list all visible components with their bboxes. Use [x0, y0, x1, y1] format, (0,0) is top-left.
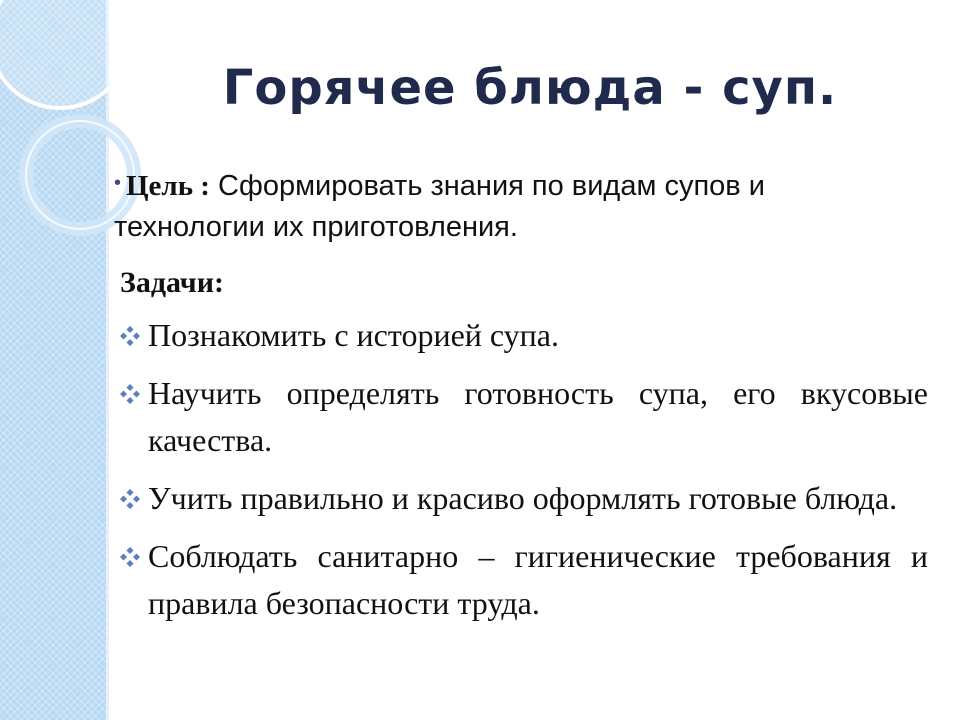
task-text: Познакомить с историей супа.: [148, 317, 559, 353]
bullet-dot-icon: •: [114, 172, 122, 194]
slide-title: Горячее блюда - суп.: [222, 60, 838, 116]
list-item: [120, 475, 928, 522]
list-item: [120, 533, 928, 627]
diamond-bullet-icon: [120, 547, 140, 567]
goal-label: Цель :: [126, 170, 210, 202]
task-text: Соблюдать санитарно – гигиенические требования и правила безопасности труда.: [148, 538, 928, 621]
tasks-heading: Задачи:: [120, 266, 225, 299]
tasks-list: [120, 312, 928, 638]
task-text: Научить определять готовность супа, его вкусовые качества.: [148, 375, 928, 458]
list-item: [120, 312, 928, 359]
goal-text: Сформировать знания по видам супов и технологии их приготовления.: [114, 170, 765, 243]
diamond-bullet-icon: [120, 326, 140, 346]
goal-paragraph: [114, 166, 834, 248]
diamond-bullet-icon: [120, 489, 140, 509]
list-item: [120, 370, 928, 464]
task-text: Учить правильно и красиво оформлять готовые блюда.: [148, 480, 898, 516]
diamond-bullet-icon: [120, 384, 140, 404]
